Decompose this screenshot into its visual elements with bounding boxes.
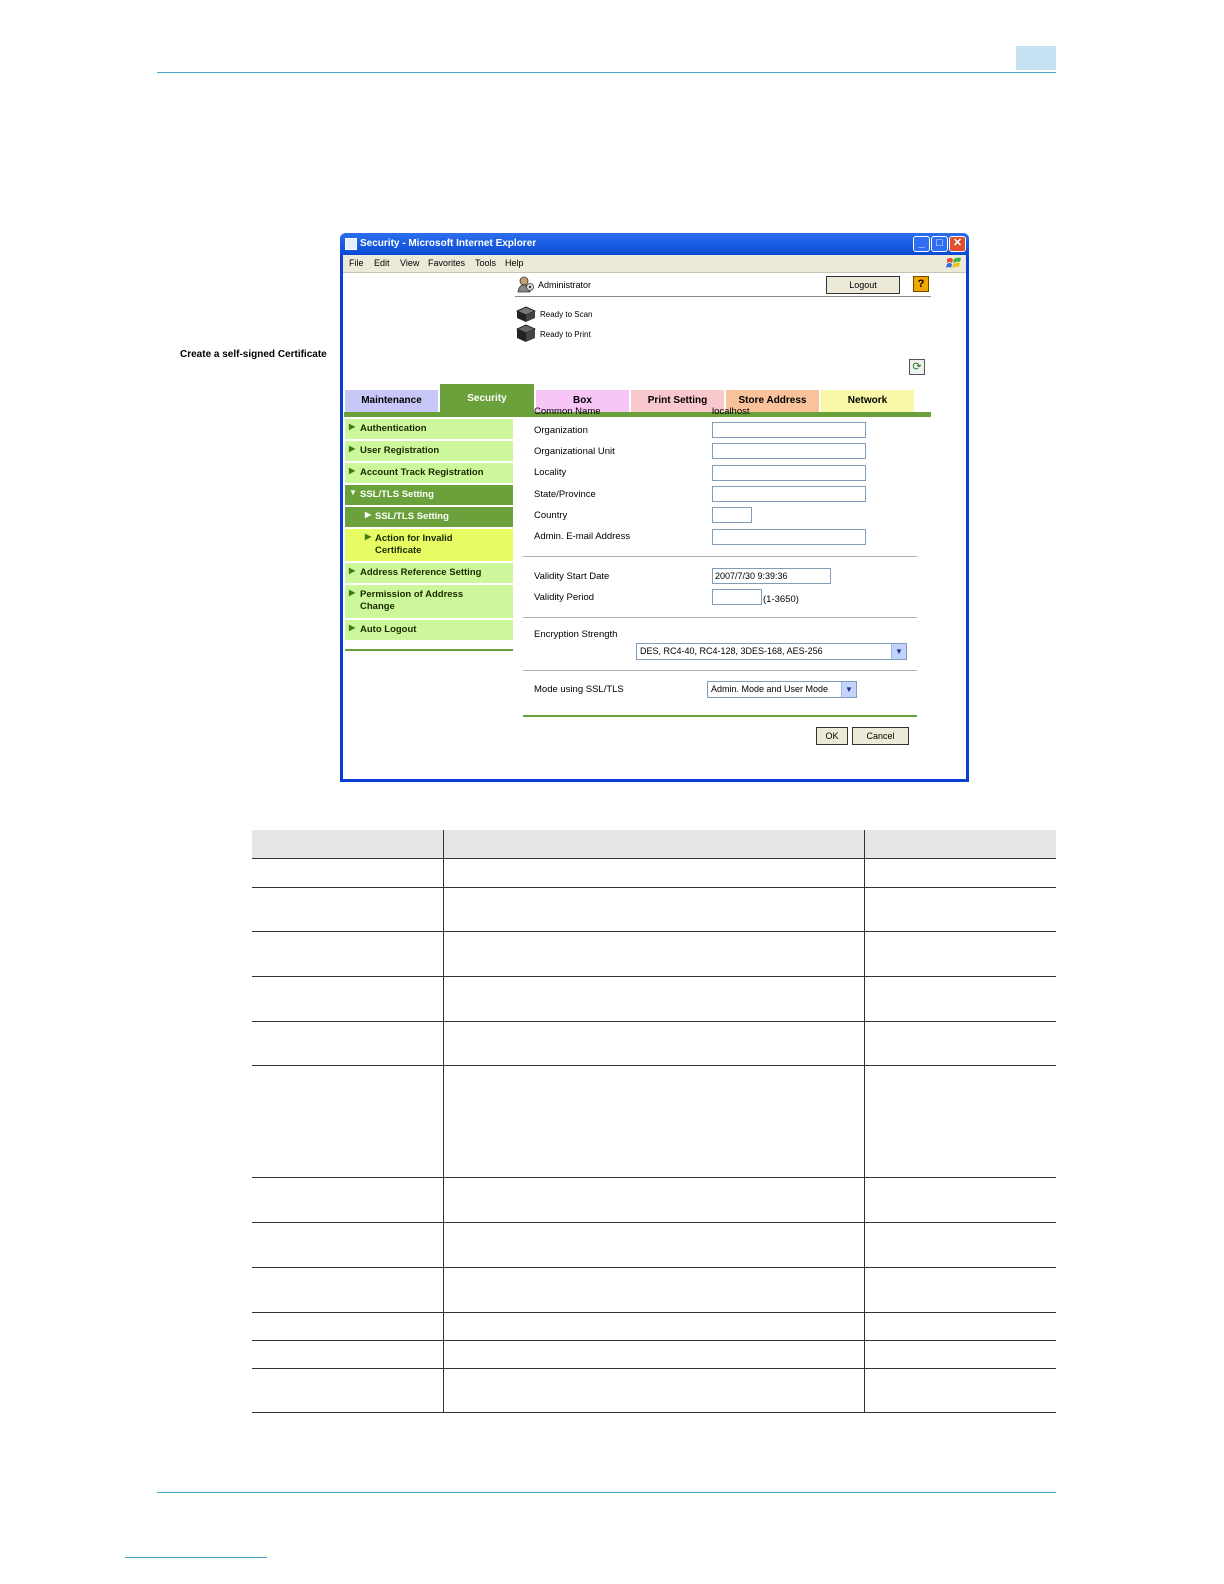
- table-row: [252, 976, 1056, 1021]
- common-name-value: localhost: [712, 406, 750, 417]
- table-row: [252, 931, 1056, 976]
- status-print: Ready to Print: [540, 330, 591, 339]
- table-cell: [443, 1065, 864, 1177]
- mode-select[interactable]: [707, 681, 857, 698]
- mode-selected: Admin. Mode and User Mode: [711, 684, 829, 694]
- table-header-cell: [443, 830, 864, 858]
- arrow-right-icon: ▶: [349, 422, 356, 431]
- cancel-button[interactable]: Cancel: [852, 727, 909, 745]
- table-cell: [252, 1267, 443, 1312]
- sidebar-item-ssl-tls-setting[interactable]: [345, 485, 513, 505]
- menu-edit[interactable]: Edit: [374, 258, 390, 268]
- table-cell: [864, 1021, 1056, 1065]
- common-name-label: Common Name: [534, 406, 601, 417]
- table-cell: [443, 1368, 864, 1412]
- encryption-select[interactable]: [636, 643, 907, 660]
- browser-content: [343, 273, 966, 779]
- section-divider: [523, 670, 917, 671]
- window-title: Security - Microsoft Internet Explorer: [360, 238, 537, 249]
- arrow-down-icon: ▼: [349, 488, 357, 497]
- locality-field[interactable]: [712, 465, 866, 481]
- validity-period-label: Validity Period: [534, 592, 595, 603]
- state-field[interactable]: [712, 486, 866, 502]
- menu-view[interactable]: View: [400, 258, 420, 268]
- table-cell: [443, 887, 864, 931]
- table-cell: [864, 1368, 1056, 1412]
- table-cell: [864, 1312, 1056, 1340]
- tab-print-setting[interactable]: Print Setting: [631, 390, 724, 412]
- arrow-right-icon: ▶: [365, 510, 372, 519]
- windows-logo-icon: [946, 256, 962, 271]
- page-footer-rule: [157, 1492, 1056, 1493]
- arrow-right-icon: ▶: [349, 623, 356, 632]
- sidebar-item-label: Address Reference Setting: [360, 567, 482, 578]
- sidebar-bottom-rule: [345, 649, 513, 651]
- org-unit-field[interactable]: [712, 443, 866, 459]
- logout-button[interactable]: Logout: [826, 276, 900, 294]
- table-cell: [443, 931, 864, 976]
- table-cell: [252, 1177, 443, 1222]
- table-cell: [443, 1021, 864, 1065]
- mode-label: Mode using SSL/TLS: [534, 684, 624, 695]
- user-name: Administrator: [538, 280, 592, 290]
- table-cell: [864, 1222, 1056, 1267]
- administrator-icon: [517, 276, 535, 293]
- ok-button[interactable]: OK: [816, 727, 848, 745]
- table-row: [252, 1312, 1056, 1340]
- menu-file[interactable]: File: [349, 258, 364, 268]
- organization-field[interactable]: [712, 422, 866, 438]
- menu-favorites[interactable]: Favorites: [428, 258, 466, 268]
- help-button[interactable]: ?: [913, 276, 929, 292]
- sidebar-item-label: Action for Invalid Certificate: [375, 533, 453, 556]
- table-row: [252, 1267, 1056, 1312]
- table-cell: [864, 858, 1056, 887]
- arrow-right-icon: ▶: [365, 532, 372, 541]
- tab-store-address[interactable]: Store Address: [726, 390, 819, 412]
- table-cell: [443, 1340, 864, 1368]
- printer-icon: [515, 324, 537, 342]
- table-cell: [252, 887, 443, 931]
- chevron-down-icon[interactable]: ▼: [841, 682, 856, 697]
- table-cell: [252, 1222, 443, 1267]
- sidebar-item-account-track[interactable]: [345, 463, 513, 483]
- table-cell: [252, 1065, 443, 1177]
- table-row: [252, 858, 1056, 887]
- sidebar-subitem-ssl-tls-setting[interactable]: [345, 507, 513, 527]
- table-cell: [864, 1177, 1056, 1222]
- ie-app-icon: [345, 238, 357, 250]
- table-row: [252, 1065, 1056, 1177]
- maximize-button[interactable]: □: [931, 236, 948, 252]
- country-label: Country: [534, 510, 568, 521]
- table-cell: [443, 976, 864, 1021]
- table-cell: [864, 931, 1056, 976]
- sidebar-item-label: User Registration: [360, 445, 440, 456]
- table-cell: [252, 858, 443, 887]
- menu-bar: [343, 255, 966, 273]
- arrow-right-icon: ▶: [349, 566, 356, 575]
- table-row: [252, 1222, 1056, 1267]
- tab-underline: [344, 412, 931, 417]
- country-field[interactable]: [712, 507, 752, 523]
- sidebar-item-label: Auto Logout: [360, 624, 417, 635]
- chevron-down-icon[interactable]: ▼: [891, 644, 906, 659]
- arrow-right-icon: ▶: [349, 466, 356, 475]
- encryption-selected: DES, RC4-40, RC4-128, 3DES-168, AES-256: [640, 646, 823, 656]
- encryption-label: Encryption Strength: [534, 629, 618, 640]
- email-field[interactable]: [712, 529, 866, 545]
- section-divider: [523, 556, 917, 557]
- table-cell: [252, 931, 443, 976]
- menu-help[interactable]: Help: [505, 258, 524, 268]
- table-cell: [252, 1021, 443, 1065]
- sidebar-item-label: Account Track Registration: [360, 467, 484, 478]
- table-cell: [864, 1267, 1056, 1312]
- table-cell: [252, 1368, 443, 1412]
- table-cell: [864, 1065, 1056, 1177]
- sidebar-item-label: Authentication: [360, 423, 427, 434]
- table-header-row: [252, 830, 1056, 858]
- table-cell: [443, 1177, 864, 1222]
- table-cell: [864, 976, 1056, 1021]
- sidebar-item-label: SSL/TLS Setting: [360, 489, 434, 500]
- title-bar[interactable]: [340, 233, 969, 255]
- sidebar-subitem-action-invalid-cert[interactable]: [345, 529, 513, 561]
- tab-maintenance[interactable]: Maintenance: [345, 390, 438, 412]
- tab-network[interactable]: Network: [821, 390, 914, 412]
- table-cell: [443, 1222, 864, 1267]
- sidebar-item-user-registration[interactable]: [345, 441, 513, 461]
- close-button[interactable]: ✕: [949, 236, 966, 252]
- arrow-right-icon: ▶: [349, 588, 356, 597]
- form-title: Create a self-signed Certificate: [180, 349, 327, 360]
- table-cell: [252, 976, 443, 1021]
- sidebar-item-authentication[interactable]: [345, 419, 513, 439]
- table-cell: [252, 1340, 443, 1368]
- arrow-right-icon: ▶: [349, 444, 356, 453]
- table-header-cell: [252, 830, 443, 858]
- scanner-icon: [515, 305, 537, 323]
- menu-tools[interactable]: Tools: [475, 258, 497, 268]
- refresh-icon[interactable]: ⟳: [909, 359, 925, 375]
- email-label: Admin. E-mail Address: [534, 531, 631, 542]
- organization-label: Organization: [534, 425, 588, 436]
- table-row: [252, 887, 1056, 931]
- table-cell: [864, 887, 1056, 931]
- table-cell: [864, 1340, 1056, 1368]
- table-row: [252, 1177, 1056, 1222]
- section-divider: [523, 617, 917, 618]
- table-cell: [443, 1312, 864, 1340]
- page-corner-tab: [1016, 46, 1056, 70]
- tab-security[interactable]: Security: [440, 384, 534, 412]
- validity-start-field[interactable]: 2007/7/30 9:39:36: [712, 568, 831, 584]
- validity-start-label: Validity Start Date: [534, 571, 610, 582]
- ie-window: [340, 233, 969, 782]
- status-scan: Ready to Scan: [540, 310, 593, 319]
- sidebar-item-auto-logout[interactable]: [345, 620, 513, 640]
- page-header-rule: [157, 72, 1056, 73]
- form-bottom-rule: [523, 715, 917, 717]
- org-unit-label: Organizational Unit: [534, 446, 615, 457]
- table-row: [252, 1021, 1056, 1065]
- settings-table: [252, 830, 1056, 1413]
- table-cell: [252, 1312, 443, 1340]
- validity-period-range: (1-3650): [763, 594, 799, 605]
- header-rule: [515, 296, 931, 297]
- table-cell: [443, 858, 864, 887]
- table-row: [252, 1368, 1056, 1412]
- sidebar-item-label: SSL/TLS Setting: [375, 511, 449, 522]
- state-label: State/Province: [534, 489, 596, 500]
- tab-box[interactable]: Box: [536, 390, 629, 412]
- sidebar-item-address-reference[interactable]: [345, 563, 513, 583]
- locality-label: Locality: [534, 467, 567, 478]
- sidebar-item-permission-address-change[interactable]: [345, 585, 513, 618]
- validity-period-field[interactable]: [712, 589, 762, 605]
- table-row: [252, 1340, 1056, 1368]
- footer-link-underline: [125, 1557, 267, 1558]
- minimize-button[interactable]: _: [913, 236, 930, 252]
- sidebar-item-label: Permission of Address Change: [360, 589, 464, 612]
- table-header-cell: [864, 830, 1056, 858]
- table-cell: [443, 1267, 864, 1312]
